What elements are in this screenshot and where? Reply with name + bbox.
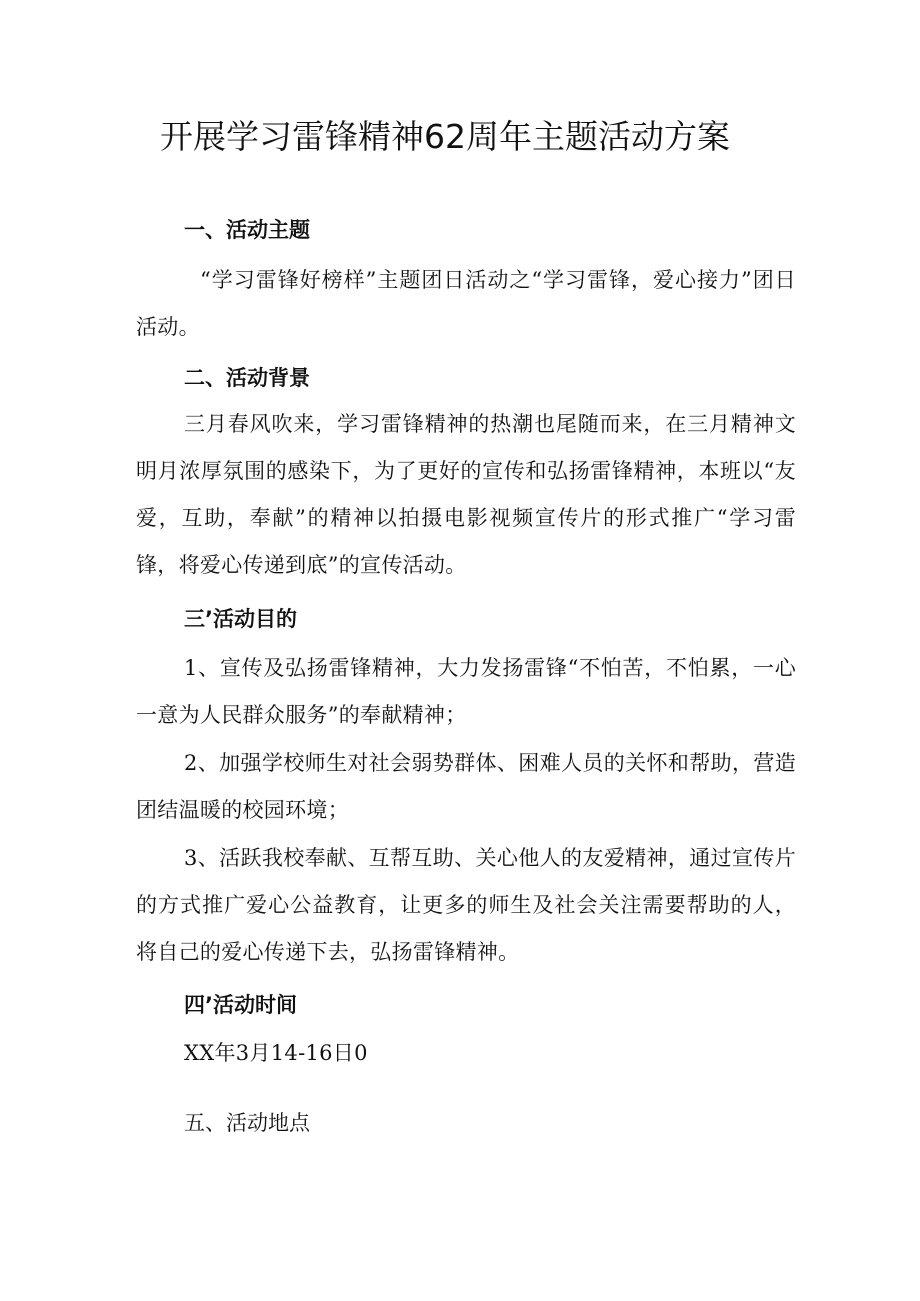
paragraph-theme: “学习雷锋好榜样”主题团日活动之“学习雷锋，爱心接力”团日活动。 [136, 268, 796, 339]
section-heading-time: 四’活动时间 [184, 993, 297, 1017]
paragraph-purpose-1: 1、宣传及弘扬雷锋精神，大力发扬雷锋“不怕苦，不怕累，一心一意为人民群众服务”的奉献精神； [136, 656, 796, 727]
section-heading-purpose: 三’活动目的 [184, 607, 297, 631]
paragraph-purpose-2: 2、加强学校师生对社会弱势群体、困难人员的关怀和帮助，营造团结温暖的校园环境； [136, 751, 796, 822]
section-heading-background: 二、活动背景 [184, 366, 310, 390]
paragraph-purpose-3: 3、活跃我校奉献、互帮互助、关心他人的友爱精神，通过宣传片的方式推广爱心公益教育，让更多的师生及社会关注需要帮助的人，将自己的爱心传递下去，弘扬雷锋精神。 [136, 846, 796, 964]
paragraph-time: XX年3月14-16日0 [184, 1041, 368, 1065]
section-heading-theme: 一、活动主题 [184, 218, 310, 242]
section-heading-location: 五、活动地点 [184, 1111, 310, 1135]
paragraph-background: 三月春风吹来，学习雷锋精神的热潮也尾随而来，在三月精神文明月浓厚氛围的感染下，为了更好的宣传和弘扬雷锋精神，本班以“友爱，互助，奉献”的精神以拍摄电影视频宣传片的形式推广“学习雷锋，将爱心传递到底”的宣传活动。 [136, 412, 796, 577]
document-title: 开展学习雷锋精神62周年主题活动方案 [160, 117, 730, 156]
